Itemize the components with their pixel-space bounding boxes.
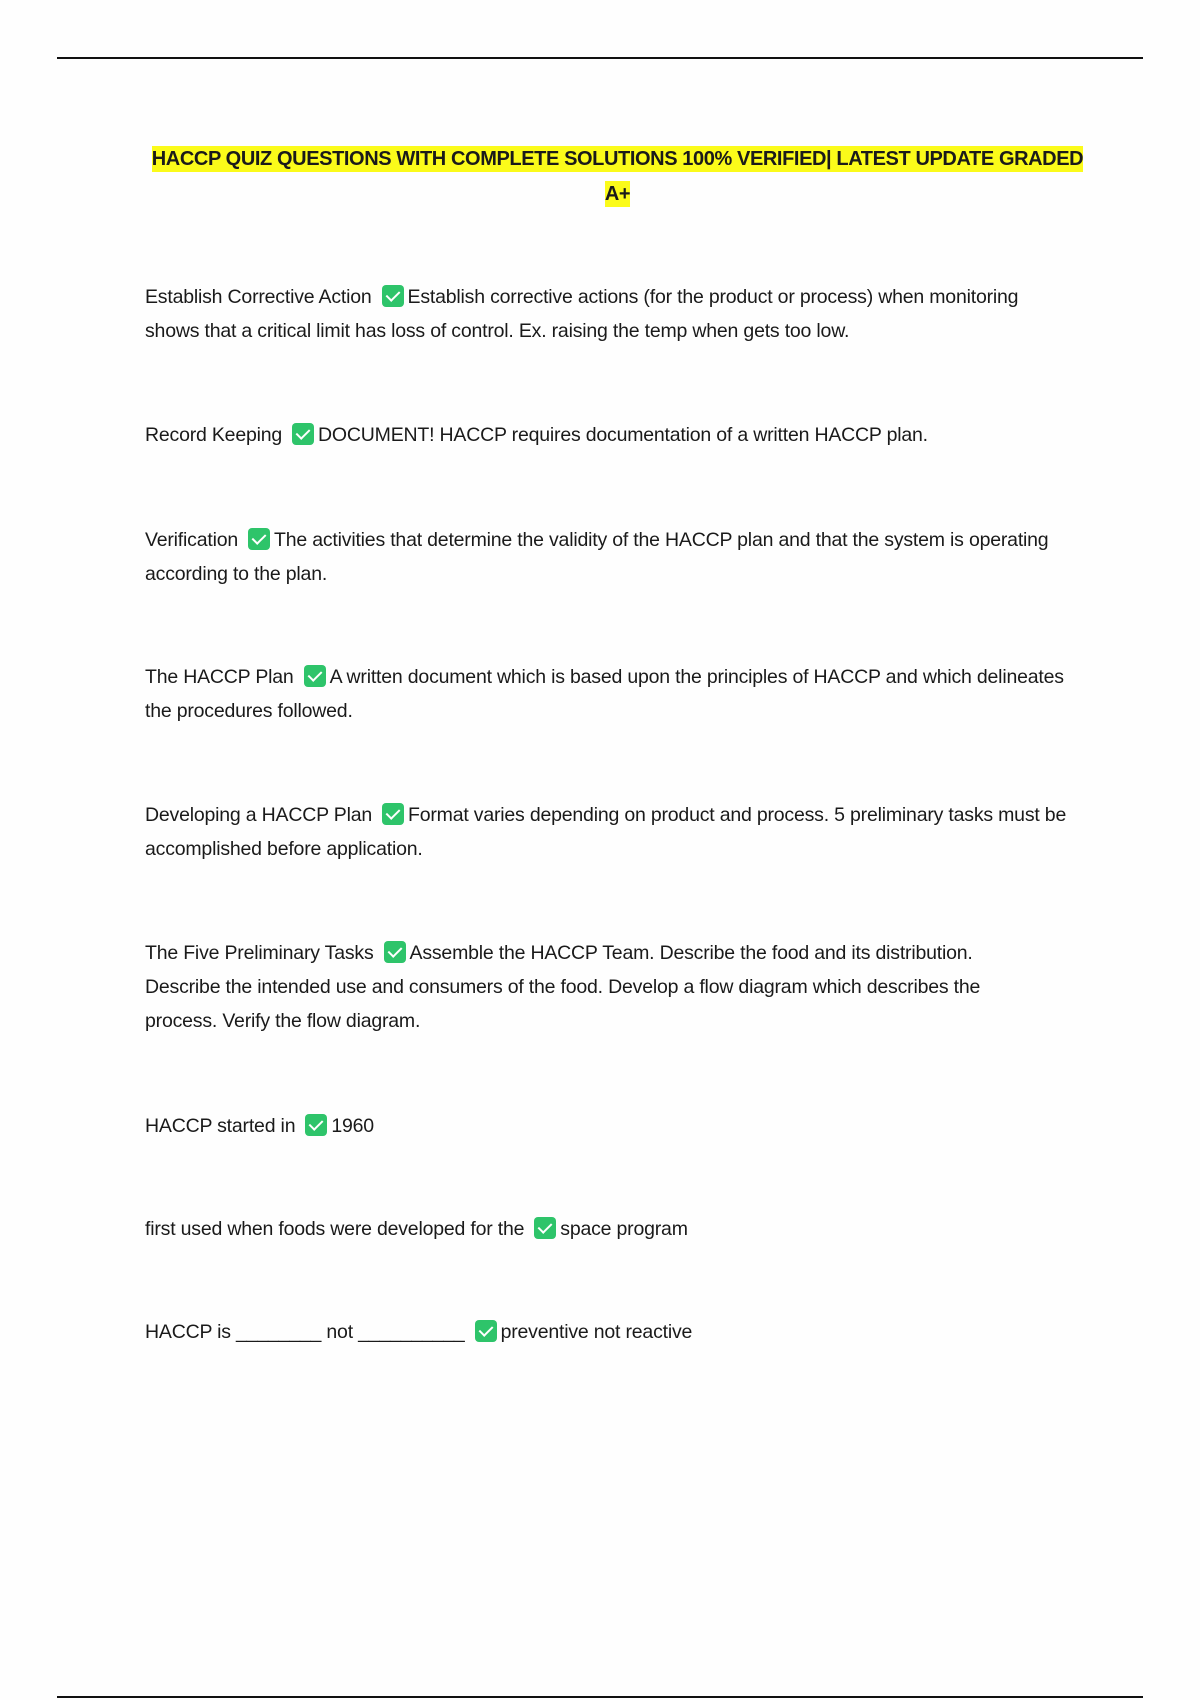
answer: preventive not reactive xyxy=(500,1321,693,1343)
title-text: HACCP QUIZ QUESTIONS WITH COMPLETE SOLUTIONS 100% VERIFIED| LATEST UPDATE GRADED A+ xyxy=(151,148,1084,205)
term: Establish Corrective Action xyxy=(145,286,372,308)
qa-entry xyxy=(145,936,1050,1038)
term: Developing a HACCP Plan xyxy=(145,804,373,826)
check-icon xyxy=(382,803,404,825)
answer: The activities that determine the validity of the HACCP plan and that the system is operating according to the plan. xyxy=(145,529,1049,585)
term: The HACCP Plan xyxy=(145,666,294,688)
term: Record Keeping xyxy=(145,424,283,446)
qa-entry xyxy=(145,1109,1095,1143)
qa-entry xyxy=(145,280,1070,348)
answer: space program xyxy=(560,1218,688,1240)
answer: Establish corrective actions (for the product or process) when monitoring shows that a critical limit has loss of control. Ex. raising the temp when gets too low. xyxy=(145,286,1019,342)
answer: 1960 xyxy=(331,1115,374,1137)
answer: A written document which is based upon the principles of HACCP and which delineates the procedures followed. xyxy=(145,666,1064,722)
qa-entry xyxy=(145,523,1085,591)
check-icon xyxy=(305,1114,327,1136)
term: HACCP is ________ not __________ xyxy=(145,1321,465,1343)
header-rule xyxy=(57,57,1143,59)
check-icon xyxy=(475,1320,497,1342)
term: first used when foods were developed for the xyxy=(145,1218,525,1240)
check-icon xyxy=(304,665,326,687)
qa-entry xyxy=(145,660,1090,728)
answer: DOCUMENT! HACCP requires documentation of a written HACCP plan. xyxy=(318,424,928,446)
qa-entry xyxy=(145,1315,1095,1349)
qa-entry xyxy=(145,1212,1095,1246)
qa-entry xyxy=(145,798,1070,866)
answer: Assemble the HACCP Team. Describe the food and its distribution. Describe the intended use and consumers of the food. Develop a flow diagram which describes the process. Verify the flow diagram. xyxy=(145,942,981,1032)
check-icon xyxy=(384,941,406,963)
document-title xyxy=(150,142,1085,212)
check-icon xyxy=(248,528,270,550)
answer: Format varies depending on product and process. 5 preliminary tasks must be accomplished before application. xyxy=(145,804,1067,860)
term: HACCP started in xyxy=(145,1115,296,1137)
term: The Five Preliminary Tasks xyxy=(145,942,374,964)
footer-rule xyxy=(57,1696,1143,1698)
qa-entry xyxy=(145,418,1095,452)
check-icon xyxy=(292,423,314,445)
check-icon xyxy=(534,1217,556,1239)
term: Verification xyxy=(145,529,238,551)
check-icon xyxy=(382,285,404,307)
